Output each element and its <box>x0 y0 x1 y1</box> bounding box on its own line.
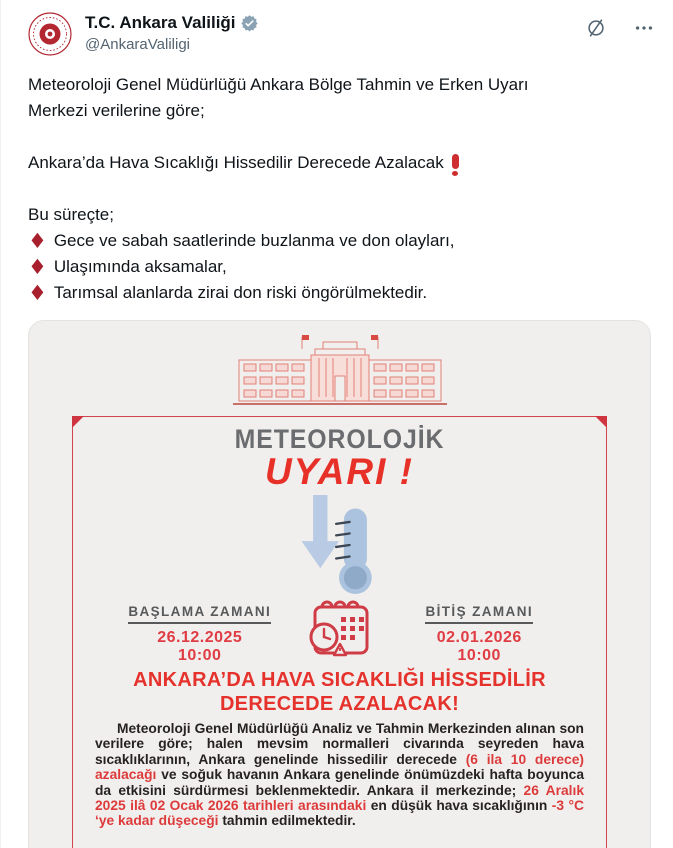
calendar-clock-warning-icon <box>301 597 379 663</box>
header-actions <box>585 12 655 39</box>
government-building-icon <box>233 334 447 406</box>
start-time-label: BAŞLAMA ZAMANI <box>128 604 271 624</box>
corner-fold-top-left <box>72 416 84 428</box>
end-time-block <box>379 597 581 665</box>
warning-paragraph: Meteoroloji Genel Müdürlüğü Analiz ve Tahmin Merkezinden alınan son verilere göre; halen mevsim normalleri civarında seyreden hava sıcaklıklarının, Ankara genelinde hissedilir derecede (6 ila 10 derece) azalacağı ve soğuk havanın Ankara genelinde önümüzdeki hafta boyunca da etkisini sürdürmesi beklenmektedir. Ankara il merkezinde; 26 Aralık 2025 ilâ 02 Ocak 2026 tarihleri arasındaki en düşük hava sıcaklığının -3 °C ‘ye kadar düşeceği tahmin edilmektedir. <box>95 721 584 829</box>
warning-frame <box>72 416 607 848</box>
red-exclamation-icon <box>452 154 459 169</box>
end-time: 10:00 <box>457 647 501 664</box>
display-name[interactable]: T.C. Ankara Valiliği <box>85 13 236 32</box>
red-diamond-icon: ♦ <box>28 281 47 305</box>
tweet-media-card[interactable] <box>28 320 651 848</box>
more-menu-icon[interactable] <box>633 17 655 39</box>
red-diamond-icon: ♦ <box>28 255 47 279</box>
corner-fold-top-right <box>595 416 607 428</box>
ankara-governorship-seal-avatar[interactable] <box>28 12 72 56</box>
tweet-bullet-3: ♦ Tarımsal alanlarda zirai don riski öngörülmektedir. <box>28 281 428 305</box>
user-handle[interactable]: @AnkaraValiligi <box>85 36 190 53</box>
start-time-block <box>99 597 301 665</box>
tweet-text <box>28 72 588 306</box>
poster-kicker: METEOROLOJİK <box>234 424 445 454</box>
start-date: 26.12.2025 <box>157 629 243 646</box>
tweet-paragraph-2: Ankara’da Hava Sıcaklığı Hissedilir Derecede Azalacak <box>28 150 588 176</box>
grok-actions-icon[interactable] <box>585 17 607 39</box>
tweet-bullet-2: ♦ Ulaşımında aksamalar, <box>28 255 227 279</box>
temperature-drop-icon <box>292 495 388 595</box>
end-time-label: BİTİŞ ZAMANI <box>425 604 533 624</box>
warning-dates-row <box>73 597 606 665</box>
tweet-bullet-1: ♦ Gece ve sabah saatlerinde buzlanma ve don olayları, <box>28 229 455 253</box>
tweet-paragraph-1: Meteoroloji Genel Müdürlüğü Ankara Bölge Tahmin ve Erken Uyarı Merkezi verilerine göre; <box>28 75 529 120</box>
identity-block <box>85 12 259 53</box>
tweet-intro-line: Bu süreçte; <box>28 205 114 224</box>
end-date: 02.01.2026 <box>436 629 522 646</box>
tweet-header <box>1 0 673 56</box>
start-time: 10:00 <box>178 647 222 664</box>
verified-badge-icon <box>240 14 259 33</box>
poster-main-warning: UYARI ! <box>265 451 414 492</box>
warning-title: ANKARA’DA HAVA SICAKLIĞI HİSSEDİLİR DERECEDE AZALACAK! <box>133 669 546 715</box>
red-diamond-icon: ♦ <box>28 229 47 253</box>
